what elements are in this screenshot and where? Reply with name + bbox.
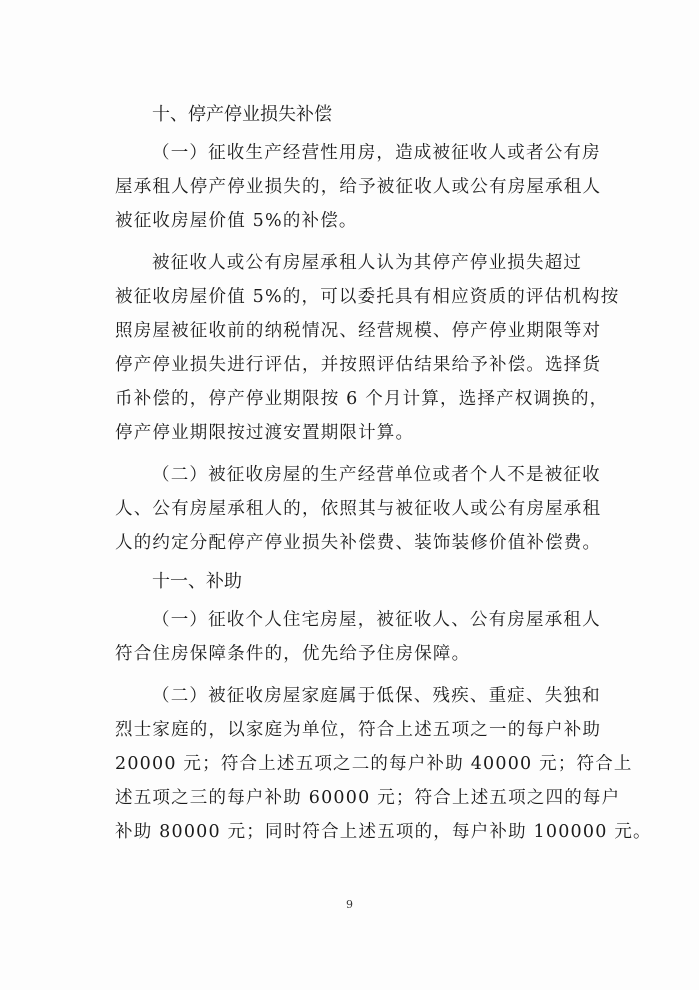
text-line: 被征收房屋价值 5%的补偿。 <box>115 211 358 231</box>
paragraph-10-3 <box>115 458 605 560</box>
text-line: 被征收人或公有房屋承租人认为其停产停业损失超过 <box>152 253 583 273</box>
text-line: 停产停业损失进行评估，并按照评估结果给予补偿。选择货 <box>115 355 602 375</box>
text-line: 烈士家庭的，以家庭为单位，符合上述五项之一的每户补助 <box>115 720 602 740</box>
text-line: （一）征收生产经营性用房，造成被征收人或者公有房 <box>152 143 601 163</box>
text-line: 币补偿的，停产停业期限按 6 个月计算，选择产权调换的， <box>115 389 609 409</box>
text-line: 屋承租人停产停业损失的，给予被征收人或公有房屋承租人 <box>115 177 602 197</box>
text-line: 述五项之三的每户补助 60000 元；符合上述五项之四的每户 <box>115 788 621 808</box>
paragraph-10-2 <box>115 246 620 450</box>
section-heading-11: 十一、补助 <box>152 571 242 592</box>
text-line: 被征收房屋价值 5%的，可以委托具有相应资质的评估机构按 <box>115 287 620 307</box>
paragraph-11-2 <box>115 679 652 849</box>
paragraph-11-1 <box>115 603 605 671</box>
text-line: 人的约定分配停产停业损失补偿费、装饰装修价值补偿费。 <box>115 533 602 553</box>
document-body <box>115 101 652 857</box>
text-line: 补助 80000 元；同时符合上述五项的，每户补助 100000 元。 <box>115 822 652 842</box>
text-line: 符合住房保障条件的，优先给予住房保障。 <box>115 644 471 664</box>
paragraph-10-1 <box>115 136 605 238</box>
text-line: 照房屋被征收前的纳税情况、经营规模、停产停业期限等对 <box>115 321 602 341</box>
page-number: 9 <box>346 898 353 911</box>
text-line: 人、公有房屋承租人的，依照其与被征收人或公有房屋承租 <box>115 499 602 519</box>
text-line: （二）被征收房屋家庭属于低保、残疾、重症、失独和 <box>152 686 601 706</box>
text-line: 停产停业期限按过渡安置期限计算。 <box>115 423 415 443</box>
text-line: 20000 元；符合上述五项之二的每户补助 40000 元；符合上 <box>115 754 633 774</box>
text-line: （一）征收个人住宅房屋，被征收人、公有房屋承租人 <box>152 610 601 630</box>
text-line: （二）被征收房屋的生产经营单位或者个人不是被征收 <box>152 465 601 485</box>
section-heading-10: 十、停产停业损失补偿 <box>152 104 332 125</box>
